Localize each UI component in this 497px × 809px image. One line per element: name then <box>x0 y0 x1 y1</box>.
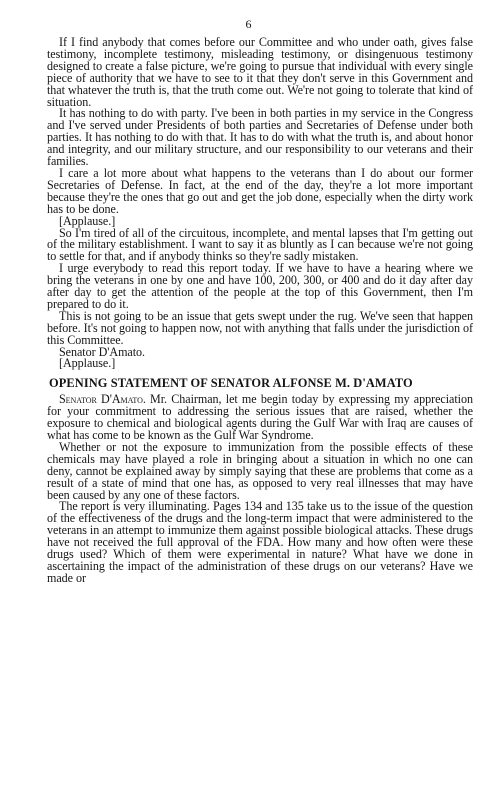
speaker-line: Senator D'Amato. <box>59 344 146 359</box>
applause-note: [Applause.] <box>59 356 116 371</box>
paragraph: If I find anybody that comes before our Committee and who under oath, gives false testimony, incomplete testimony, misleading testimony, or disingenuous testimony designed to create a false picture, we're going to pursue that individual with every single piece of authority that we have to see to it that they don't serve in this Government and that whatever the truth is, that the truth come out. We're not going to tolerate that kind of situation. <box>47 35 473 109</box>
paragraph: This is not going to be an issue that gets swept under the rug. We've seen that happen before. It's not going to happen now, not with anything that falls under the jurisdiction of this Committee. <box>47 308 473 347</box>
paragraph-text: Mr. Chairman, let me begin today by expressing my appreciation for your commitment to addressing the serious issues that are raised, whether the exposure to chemical and biological agents during the Gulf War with Iraq are causes of what has come to be known as the Gulf War Syndrome. <box>47 392 473 442</box>
paragraph: So I'm tired of all of the circuitous, incomplete, and mental lapses that I'm getting out of the military establishment. I want to say it as bluntly as I can because we're not going to settle for that, and if anybody thinks so they're sadly mistaken. <box>47 225 473 264</box>
paragraph: I urge everybody to read this report today. If we have to have a hearing where we bring the veterans in one by one and have 100, 200, 300, or 400 and do it day after day after day to get the attention of the people at the top of this Government, then I'm prepared to do it. <box>47 261 473 311</box>
paragraph: It has nothing to do with party. I've been in both parties in my service in the Congress and I've served under Presidents of both parties and Secretaries of Defense under both parties. It has nothing to do with that. It has to do with what the truth is, and about honor and integrity, and our military structure, and our responsibility to our veterans and their families. <box>47 106 473 169</box>
paragraph <box>47 394 473 442</box>
section-heading: OPENING STATEMENT OF SENATOR ALFONSE M. D'AMATO <box>49 376 413 391</box>
applause-note: [Applause.] <box>59 213 116 228</box>
paragraph: The report is very illuminating. Pages 134 and 135 take us to the issue of the question of the effectiveness of the drugs and the long-term impact that were administered to the veterans in an attempt to immunize them against possible biological attacks. These drugs have not received the full approval of the FDA. How many and how often were these drugs used? Which of them were experimental in nature? What have we done in ascertaining the impact of the administration of these drugs on our veterans? Have we made or <box>47 499 473 585</box>
paragraph: I care a lot more about what happens to the veterans than I do about our former Secretaries of Defense. In fact, at the end of the day, they're a lot more important because they're the ones that go out and get the job done, especially when the dirty work has to be done. <box>47 165 473 216</box>
document-body <box>47 37 473 585</box>
paragraph: Whether or not the exposure to immunization from the possible effects of these chemicals may have played a role in bringing about a situation in which no one can deny, cannot be explained away by simply saying that these are problems that come as a result of a state of mind that one has, as opposed to very real illnesses that may have been caused by any one of these factors. <box>47 439 473 502</box>
speaker-label: Senator D'Amato. <box>59 392 146 407</box>
page-number: 6 <box>245 17 252 31</box>
